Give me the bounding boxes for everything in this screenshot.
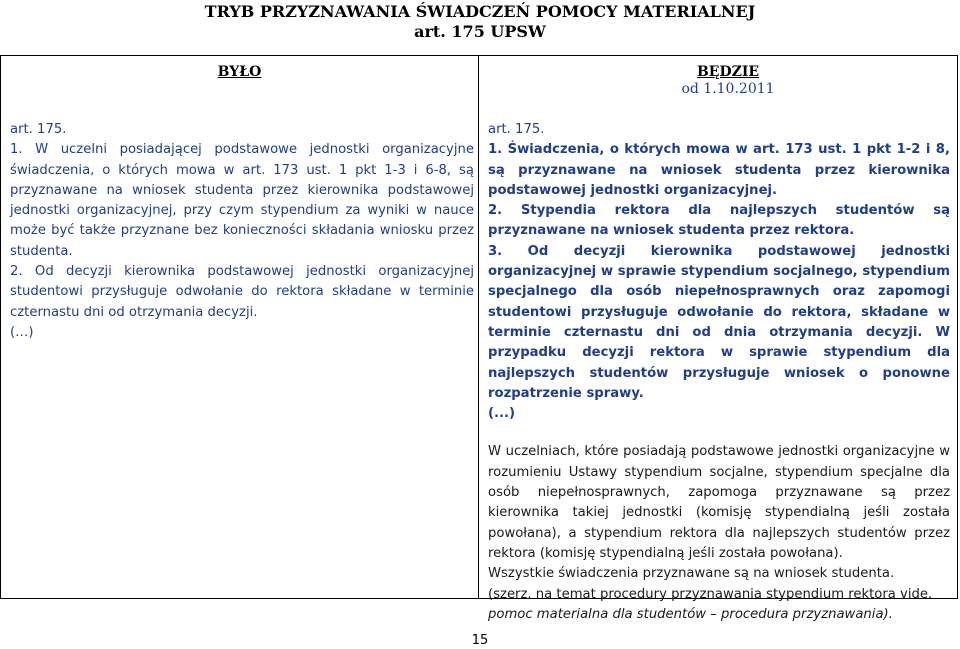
heading-bylo: BYŁO xyxy=(217,64,262,80)
right-ellipsis: (...) xyxy=(488,406,516,422)
right-note-2: Wszystkie świadczenia przyznawane są na wniosek studenta. xyxy=(488,566,895,582)
right-note-3: (szerz. na temat procedury przyznawania stypendium rektora vide. xyxy=(488,586,933,602)
right-note-1: W uczelniach, które posiadają podstawowe jednostki organizacyjne w rozumieniu Ustawy stypendium socjalne, stypendium specjalne dla osób niepełnosprawnych, zapomoga przyznawane są przez kierownika takiej jednostki (komisję stypendialną jeśli została powołana), a stypendium rektora dla najlepszych studentów przez rektora (komisję stypendialną jeśli została powołana). xyxy=(488,444,950,561)
document-title: TRYB PRZYZNAWANIA ŚWIADCZEŃ POMOCY MATERIALNEJ xyxy=(204,2,756,21)
right-article-label: art. 175. xyxy=(488,122,545,137)
spacer xyxy=(488,424,950,442)
column-before xyxy=(1,56,479,598)
left-article-label: art. 175. xyxy=(10,122,67,137)
comparison-table xyxy=(0,55,958,622)
right-paragraph-3: 3. Od decyzji kierownika podstawowej jednostki organizacyjnej w sprawie stypendium socjalnego, stypendium specjalnego dla osób niepełnosprawnych oraz zapomogi studentowi przysługuje odwołanie do rektora, składane w terminie czternastu dni od dnia otrzymania decyzji. W przypadku decyzji rektora w sprawie stypendium dla najlepszych studentów przysługuje wniosek o ponowne rozpatrzenie sprawy. xyxy=(488,243,950,401)
effective-date: od 1.10.2011 xyxy=(681,81,775,97)
page-number: 15 xyxy=(471,633,489,648)
column-after-header xyxy=(499,64,957,98)
left-paragraph-2: 2. Od decyzji kierownika podstawowej jednostki organizacyjnej studentowi przysługuje odwołanie do rektora składane w terminie czternastu dni od otrzymania decyzji. xyxy=(10,264,474,320)
heading-bedzie: BĘDZIE xyxy=(696,64,760,80)
right-note-4: pomoc materialna dla studentów – procedura przyznawania). xyxy=(488,606,893,622)
left-paragraph-1: 1. W uczelni posiadającej podstawowe jednostki organizacyjne świadczenia, o których mowa w art. 173 ust. 1 pkt 1-3 i 6-8, są przyznawane na wniosek studenta przez kierownika podstawowej jednostki organizacyjnej, przy czym stypendium za wyniki w nauce może być także przyznane bez konieczności składania wniosku przez studenta. xyxy=(10,142,474,259)
document-subtitle: art. 175 UPSW xyxy=(414,22,546,41)
column-after xyxy=(479,56,957,622)
left-ellipsis: (…) xyxy=(10,324,34,340)
column-before-body xyxy=(10,120,474,343)
column-before-header xyxy=(1,64,478,81)
right-paragraph-2: 2. Stypendia rektora dla najlepszych studentów są przyznawane na wniosek studenta przez rektora. xyxy=(488,203,950,239)
right-paragraph-1: 1. Świadczenia, o których mowa w art. 173 ust. 1 pkt 1-2 i 8, są przyznawane na wniosek studenta przez kierownika podstawowej jednostki organizacyjnej. xyxy=(488,142,950,198)
column-after-body xyxy=(488,120,950,625)
